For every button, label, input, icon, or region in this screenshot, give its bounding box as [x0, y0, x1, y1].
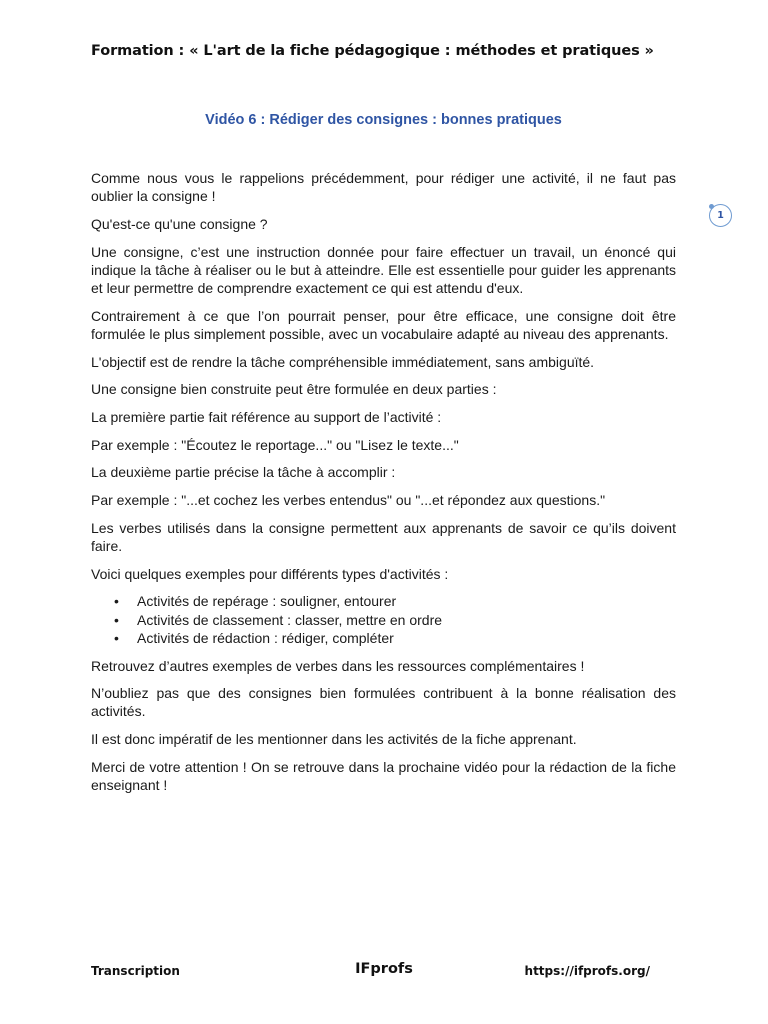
paragraph: Les verbes utilisés dans la consigne permettent aux apprenants de savoir ce qu’ils doivent faire. — [91, 519, 676, 555]
paragraph: Comme nous vous le rappelions précédemment, pour rédiger une activité, il ne faut pas oublier la consigne ! — [91, 170, 676, 205]
paragraph: La première partie fait référence au support de l’activité : — [91, 409, 442, 426]
paragraph: Une consigne bien construite peut être formulée en deux parties : — [91, 381, 497, 398]
activity-examples-list — [91, 592, 676, 647]
footer-url: https://ifprofs.org/ — [524, 964, 650, 978]
footer-brand-logo: IFprofs — [355, 961, 413, 977]
list-item: • Activités de rédaction : rédiger, compléter — [137, 629, 676, 647]
paragraph: L'objectif est de rendre la tâche compréhensible immédiatement, sans ambiguïté. — [91, 353, 595, 370]
paragraph: Merci de votre attention ! On se retrouve dans la prochaine vidéo pour la rédaction de la fiche enseignant ! — [91, 758, 676, 794]
badge-dot-icon — [709, 204, 714, 209]
paragraph: Contrairement à ce que l’on pourrait penser, pour être efficace, une consigne doit être formulée le plus simplement possible, avec un vocabulaire adapté au niveau des apprenants. — [91, 307, 676, 342]
page-number-badge — [709, 204, 732, 227]
list-item: • Activités de repérage : souligner, entourer — [137, 592, 676, 610]
page-number: 1 — [717, 210, 724, 221]
paragraph: Voici quelques exemples pour différents types d'activités : — [91, 565, 449, 582]
paragraph: Qu'est-ce qu'une consigne ? — [91, 215, 268, 232]
paragraph: Une consigne, c’est une instruction donnée pour faire effectuer un travail, un énoncé qui indique la tâche à réaliser ou le but à atteindre. Elle est essentielle pour guider les apprenants et leur permettre de comprendre exactement ce qui est attendu d'eux. — [91, 243, 676, 297]
list-item: • Activités de classement : classer, mettre en ordre — [137, 611, 676, 629]
paragraph: Par exemple : "Écoutez le reportage..." ou "Lisez le texte..." — [91, 436, 459, 453]
transcript-body — [91, 169, 676, 804]
paragraph: Il est donc impératif de les mentionner dans les activités de la fiche apprenant. — [91, 731, 577, 748]
paragraph: Par exemple : "...et cochez les verbes entendus" ou "...et répondez aux questions." — [91, 492, 606, 509]
paragraph: Retrouvez d’autres exemples de verbes dans les ressources complémentaires ! — [91, 657, 585, 674]
footer-label: Transcription — [91, 964, 180, 978]
video-title: Vidéo 6 : Rédiger des consignes : bonnes pratiques — [205, 112, 562, 128]
paragraph: N’oubliez pas que des consignes bien formulées contribuent à la bonne réalisation des activités. — [91, 685, 676, 720]
paragraph: La deuxième partie précise la tâche à accomplir : — [91, 464, 396, 481]
document-header-title: Formation : « L'art de la fiche pédagogique : méthodes et pratiques » — [91, 43, 654, 59]
